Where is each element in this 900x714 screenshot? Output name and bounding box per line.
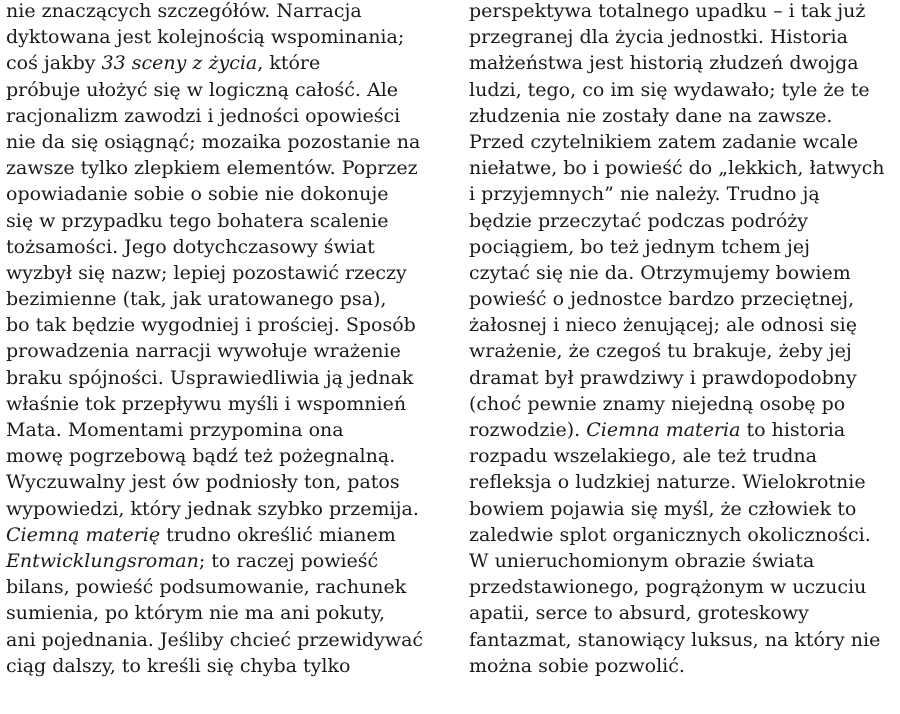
text-segment: , które	[257, 52, 321, 75]
text-segment: przegranej dla życia jednostki. Historia	[469, 26, 848, 49]
text-line	[6, 653, 444, 679]
text-line	[469, 129, 900, 155]
text-line	[6, 129, 444, 155]
italic-title: 33 sceny z życia	[101, 52, 258, 75]
text-segment: rozpadu wszelakiego, ale też trudna	[469, 445, 817, 468]
text-line	[469, 627, 900, 653]
text-segment: żałosnej i nieco żenującej; ale odnosi się	[469, 314, 857, 337]
text-line	[469, 469, 900, 495]
text-line	[469, 208, 900, 234]
text-segment: pociągiem, bo też jednym tchem jej	[469, 235, 810, 258]
text-line	[469, 600, 900, 626]
text-segment: Wyczuwalny jest ów podniosły ton, patos	[6, 471, 400, 494]
italic-title: Entwicklungsroman	[6, 549, 199, 572]
text-line	[469, 338, 900, 364]
text-line	[469, 391, 900, 417]
text-line	[6, 391, 444, 417]
text-line	[6, 312, 444, 338]
text-segment: wrażenie, że czegoś tu brakuje, żeby jej	[469, 340, 852, 363]
text-segment: nie da się osiągnąć; mozaika pozostanie na	[6, 130, 421, 153]
text-segment: bezimienne (tak, jak uratowanego psa),	[6, 288, 387, 311]
text-segment: i przyjemnych” nie należy. Trudno ją	[469, 183, 820, 206]
text-column-right	[469, 0, 900, 679]
text-line	[6, 469, 444, 495]
text-line	[469, 496, 900, 522]
text-line	[469, 260, 900, 286]
text-segment: racjonalizm zawodzi i jedności opowieści	[6, 104, 401, 127]
text-line	[6, 627, 444, 653]
text-segment: można sobie pozwolić.	[469, 654, 685, 677]
text-line	[6, 24, 444, 50]
text-segment: przedstawionego, pogrążonym w uczuciu	[469, 576, 867, 599]
italic-title: Ciemną materię	[6, 523, 161, 546]
text-segment: będzie przeczytać podczas podróży	[469, 209, 809, 232]
text-segment: się w przypadku tego bohatera scalenie	[6, 209, 389, 232]
text-segment: zawsze tylko zlepkiem elementów. Poprzez	[6, 157, 418, 180]
text-line	[6, 260, 444, 286]
text-line	[469, 0, 900, 24]
text-line	[6, 208, 444, 234]
text-segment: prowadzenia narracji wywołuje wrażenie	[6, 340, 401, 363]
text-segment: złudzenia nie zostały dane na zawsze.	[469, 104, 833, 127]
text-line	[6, 77, 444, 103]
text-line	[469, 50, 900, 76]
text-line	[469, 155, 900, 181]
text-column-left	[6, 0, 444, 679]
text-line	[469, 417, 900, 443]
text-line	[6, 600, 444, 626]
text-segment: czytać się nie da. Otrzymujemy bowiem	[469, 261, 851, 284]
text-segment: zaledwie splot organicznych okoliczności.	[469, 523, 871, 546]
text-segment: trudno określić mianem	[160, 523, 396, 546]
text-line	[6, 0, 444, 24]
text-line	[6, 365, 444, 391]
text-line	[6, 155, 444, 181]
text-segment: coś jakby	[6, 52, 102, 75]
text-line	[469, 24, 900, 50]
text-segment: niełatwe, bo i powieść do „lekkich, łatwych	[469, 157, 885, 180]
text-segment: wypowiedzi, który jednak szybko przemija.	[6, 497, 419, 520]
text-line	[469, 548, 900, 574]
text-segment: bowiem pojawia się myśl, że człowiek to	[469, 497, 857, 520]
text-segment: powieść o jednostce bardzo przeciętnej,	[469, 288, 855, 311]
text-line	[6, 338, 444, 364]
text-line	[6, 574, 444, 600]
text-line	[469, 312, 900, 338]
text-line	[469, 522, 900, 548]
text-line	[469, 103, 900, 129]
text-line	[6, 286, 444, 312]
italic-title: Ciemna materia	[586, 419, 741, 441]
text-segment: braku spójności. Usprawiedliwia ją jednak	[6, 366, 414, 389]
text-segment: ludzi, tego, co im się wydawało; tyle że te	[469, 78, 870, 101]
text-line	[469, 77, 900, 103]
text-segment: wyzbył się nazw; lepiej pozostawić rzeczy	[6, 261, 407, 284]
text-segment: ; to raczej powieść	[198, 549, 379, 572]
text-segment: tożsamości. Jego dotychczasowy świat	[6, 235, 375, 258]
text-segment: mowę pogrzebową bądź też pożegnalną.	[6, 445, 396, 468]
text-line	[6, 496, 444, 522]
text-segment: fantazmat, stanowiący luksus, na który nie	[469, 628, 881, 651]
text-line	[469, 574, 900, 600]
text-segment: Przed czytelnikiem zatem zadanie wcale	[469, 130, 859, 153]
text-line	[6, 181, 444, 207]
text-segment: bilans, powieść podsumowanie, rachunek	[6, 576, 407, 599]
text-line	[469, 365, 900, 391]
text-segment: rozwodzie).	[469, 419, 587, 441]
text-segment: opowiadanie sobie o sobie nie dokonuje	[6, 183, 389, 206]
text-segment: próbuje ułożyć się w logiczną całość. Ale	[6, 78, 399, 101]
text-line	[469, 234, 900, 260]
text-line	[6, 417, 444, 443]
text-segment: dyktowana jest kolejnością wspominania;	[6, 26, 405, 49]
text-segment: ciąg dalszy, to kreśli się chyba tylko	[6, 654, 351, 677]
text-segment: dramat był prawdziwy i prawdopodobny	[469, 366, 857, 389]
text-segment: nie znaczących szczegółów. Narracja	[6, 0, 362, 22]
text-segment: małżeństwa jest historią złudzeń dwojga	[469, 52, 859, 75]
text-segment: perspektywa totalnego upadku – i tak już	[469, 0, 866, 22]
text-line	[6, 548, 444, 574]
text-line	[469, 181, 900, 207]
text-segment: właśnie tok przepływu myśli i wspomnień	[6, 392, 407, 415]
text-line	[6, 522, 444, 548]
text-line	[6, 443, 444, 469]
text-line	[469, 443, 900, 469]
text-line	[6, 103, 444, 129]
text-segment: to historia	[740, 419, 846, 441]
text-line	[6, 234, 444, 260]
text-segment: apatii, serce to absurd, groteskowy	[469, 602, 809, 625]
text-segment: refleksja o ludzkiej naturze. Wielokrotnie	[469, 471, 866, 494]
text-segment: ani pojednania. Jeśliby chcieć przewidywać	[6, 628, 424, 651]
text-segment: Mata. Momentami przypomina ona	[6, 419, 344, 441]
text-segment: W unieruchomionym obrazie świata	[469, 549, 815, 572]
text-segment: (choć pewnie znamy niejedną osobę po	[469, 392, 846, 415]
text-segment: bo tak będzie wygodniej i prościej. Sposób	[6, 314, 416, 337]
text-line	[469, 653, 900, 679]
text-line	[6, 50, 444, 76]
text-line	[469, 286, 900, 312]
text-segment: sumienia, po którym nie ma ani pokuty,	[6, 602, 386, 625]
